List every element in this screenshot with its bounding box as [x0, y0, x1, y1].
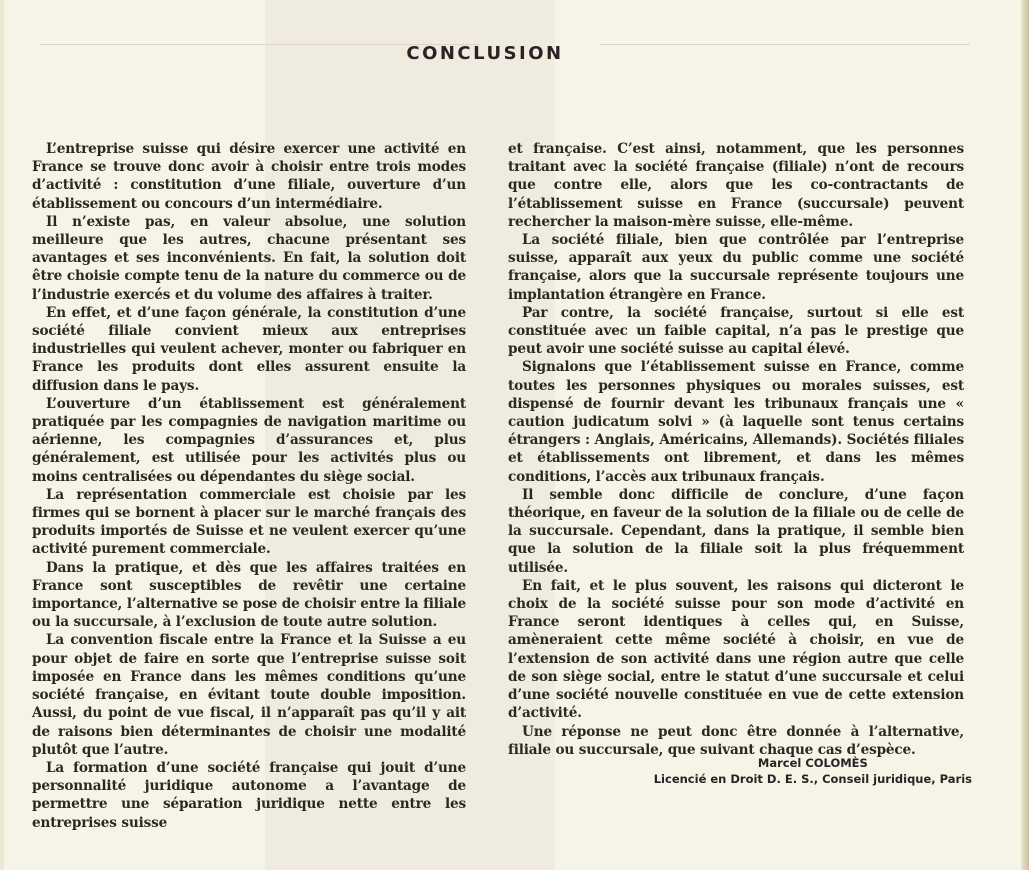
right-column [508, 140, 964, 759]
author-name: Marcel COLOMÈS [757, 756, 868, 770]
paragraph: L’ouverture d’un établissement est généralement pratiquée par les compagnies de navigation maritime ou aérienne, les compagnies d’assurances et, plus généralement, est utilisée pour les activités plus ou moins centralisées ou dépendantes du siège social. [32, 395, 466, 485]
paragraph: La formation d’une société française qui jouit d’une personnalité juridique autonome a l’avantage de permettre une séparation juridique nette entre les entreprises suisse [32, 759, 466, 831]
paragraph-continuation: et française. C’est ainsi, notamment, que les personnes traitant avec la société française (filiale) n’ont de recours que contre elle, alors que les co-contractants de l’établissement suisse en France (succursale) peuvent rechercher la maison-mère suisse, elle-même. [508, 141, 964, 230]
paragraph: La convention fiscale entre la France et la Suisse a eu pour objet de faire en sorte que l’entreprise suisse soit imposée en France dans les mêmes conditions qu’une société française, en évitant toute double imposition. Aussi, du point de vue fiscal, il n’apparaît pas qu’il y ait de raisons bien déterminantes de choisir une modalité plutôt que l’autre. [32, 632, 466, 758]
paragraph: En fait, et le plus souvent, les raisons qui dicteront le choix de la société suisse pour son mode d’activité en France seront identiques à celles qui, en Suisse, amèneraient cette même société à choisir, en vue de l’extension de son activité dans une région autre que celle de son siège social, entre le statut d’une succursale et celui d’une société nouvelle constituée en vue de cette extension d’activité. [508, 577, 964, 722]
paragraph: Par contre, la société française, surtout si elle est constituée avec un faible capital, n’a pas le prestige que peut avoir une société suisse au capital élevé. [508, 304, 964, 358]
paragraph: La représentation commerciale est choisie par les firmes qui se bornent à placer sur le marché français des produits importés de Suisse et ne veulent exercer qu’une activité purement commerciale. [32, 486, 466, 558]
paragraph: Signalons que l’établissement suisse en France, comme toutes les personnes physiques ou morales suisses, est dispensé de fournir devant les tribunaux français une « caution judicatum solvi » (à laquelle sont tenus certains étrangers : Anglais, Américains, Allemands). Sociétés filiales et établissements ont librement, et dans les mêmes conditions, l’accès aux tribunaux français. [508, 359, 964, 485]
paragraph: La société filiale, bien que contrôlée par l’entreprise suisse, apparaît aux yeux du public comme une société française, alors que la succursale représente toujours une implantation étrangère en France. [508, 232, 964, 303]
page-edge-left [0, 0, 4, 870]
paragraph: L’entreprise suisse qui désire exercer une activité en France se trouve donc avoir à choisir entre trois modes d’activité : constitution d’une filiale, ouverture d’un établissement ou concours d’un intermédiaire. [32, 141, 466, 212]
paragraph: Il semble donc difficile de conclure, d’une façon théorique, en faveur de la solution de la filiale ou de celle de la succursale. Cependant, dans la pratique, il semble bien que la solution de la filiale soit la plus fréquemment utilisée. [508, 486, 964, 576]
paragraph: En effet, et d’une façon générale, la constitution d’une société filiale convient mieux aux entreprises industrielles qui veulent achever, monter ou fabriquer en France les produits dont elles assurent ensuite la diffusion dans le pays. [32, 304, 466, 394]
left-column [32, 140, 466, 832]
author-credentials: Licencié en Droit D. E. S., Conseil juridique, Paris [653, 772, 972, 786]
paragraph: Dans la pratique, et dès que les affaires traitées en France sont susceptibles de revêtir une certaine importance, l’alternative se pose de choisir entre la filiale ou la succursale, à l’exclusion de toute autre solution. [32, 559, 466, 631]
page-title: CONCLUSION [406, 43, 564, 64]
paragraph: Il n’existe pas, en valeur absolue, une solution meilleure que les autres, chacune présentant ses avantages et ses inconvénients. En fait, la solution doit être choisie compte tenu de la nature du commerce ou de l’industrie exercés et du volume des affaires à traiter. [32, 213, 466, 303]
page-edge-right [1021, 0, 1029, 870]
paragraph: Une réponse ne peut donc être donnée à l’alternative, filiale ou succursale, que suivant chaque cas d’espèce. [508, 723, 964, 758]
author-signature [654, 756, 972, 787]
